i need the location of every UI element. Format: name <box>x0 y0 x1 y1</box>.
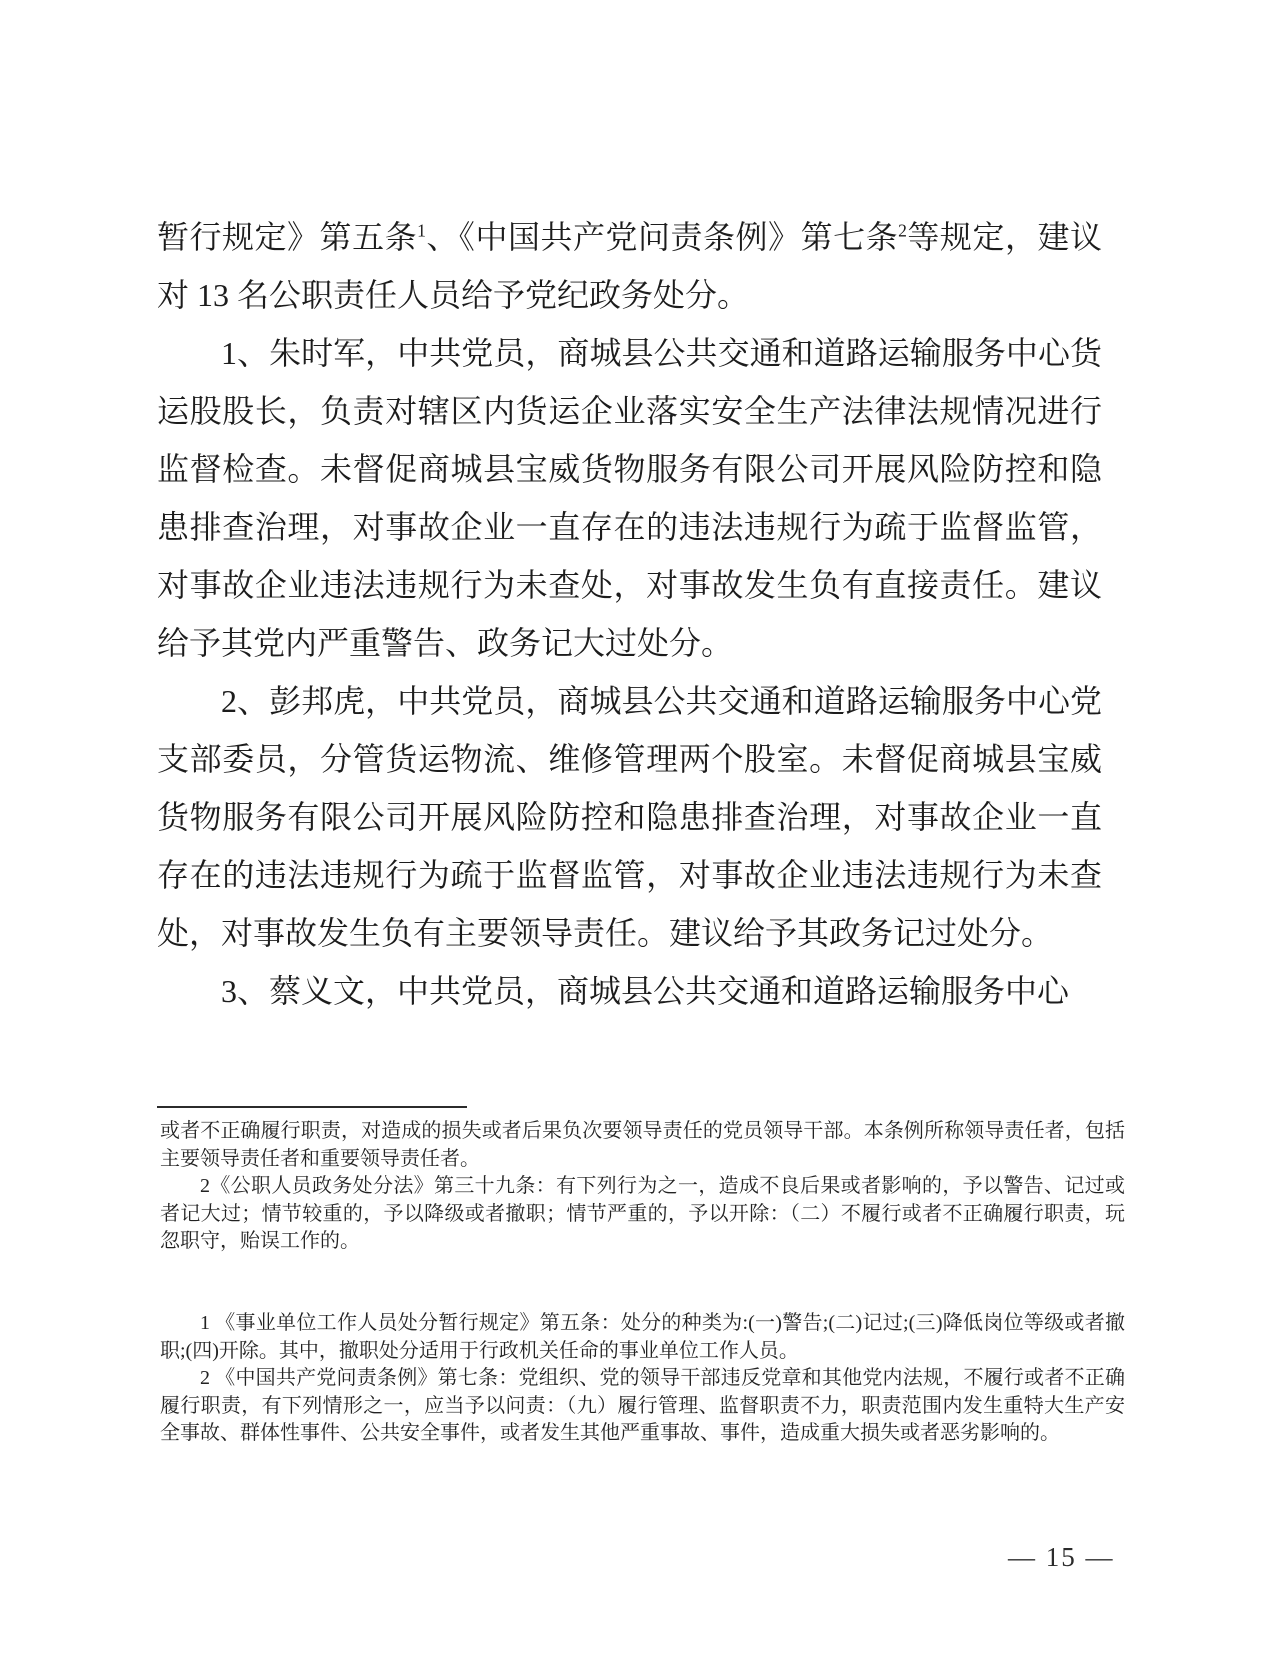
body-text-block <box>157 208 1102 1020</box>
intro-segment-2: 、《中国共产党问责条例》第七条 <box>425 219 899 255</box>
footnote-ref-2: 2 <box>898 220 907 241</box>
intro-segment-1: 暂行规定》第五条 <box>157 219 418 255</box>
footnote-continued-text: 或者不正确履行职责，对造成的损失或者后果负次要领导责任的党员领导干部。本条例所称领导责任者，包括主要领导责任者和重要领导责任者。 <box>160 1120 1125 1170</box>
paragraph-intro <box>157 208 1102 324</box>
page-number: — 15 — <box>1008 1542 1115 1572</box>
paragraph-person-2: 2、彭邦虎，中共党员，商城县公共交通和道路运输服务中心党支部委员，分管货运物流、维修管理两个股室。未督促商城县宝威货物服务有限公司开展风险防控和隐患排查治理，对事故企业一直存在的违法违规行为疏于监督监管，对事故企业违法违规行为未查处，对事故发生负有主要领导责任。建议给予其政务记过处分。 <box>157 683 1102 951</box>
footnotes-continued-block <box>160 1118 1125 1256</box>
paragraph-person-3: 3、蔡义文，中共党员，商城县公共交通和道路运输服务中心 <box>221 973 1070 1009</box>
footnote-current-1: 1 《事业单位工作人员处分暂行规定》第五条：处分的种类为:(一)警告;(二)记过;(三)降低岗位等级或者撤职;(四)开除。其中，撤职处分适用于行政机关任命的事业单位工作人员。 <box>160 1312 1125 1362</box>
footnote-separator-rule <box>157 1106 467 1108</box>
intro-segment-3: 等规定，建议对 13 名公职责任人员给予党纪政务处分。 <box>157 219 1102 313</box>
footnotes-current-block <box>160 1310 1125 1448</box>
footnote-prev-2: 2《公职人员政务处分法》第三十九条：有下列行为之一，造成不良后果或者影响的，予以警告、记过或者记大过；情节较重的，予以降级或者撤职；情节严重的，予以开除：（二）不履行或者不正确履行职责，玩忽职守，贻误工作的。 <box>160 1175 1125 1252</box>
footnote-current-2: 2 《中国共产党问责条例》第七条：党组织、党的领导干部违反党章和其他党内法规，不履行或者不正确履行职责，有下列情形之一，应当予以问责：（九）履行管理、监督职责不力，职责范围内发生重特大生产安全事故、群体性事件、公共安全事件，或者发生其他严重事故、事件，造成重大损失或者恶劣影响的。 <box>160 1367 1125 1444</box>
footnote-ref-1: 1 <box>417 220 426 241</box>
paragraph-person-1: 1、朱时军，中共党员，商城县公共交通和道路运输服务中心货运股股长，负责对辖区内货运企业落实安全生产法律法规情况进行监督检查。未督促商城县宝威货物服务有限公司开展风险防控和隐患排查治理，对事故企业一直存在的违法违规行为疏于监督监管，对事故企业违法违规行为未查处，对事故发生负有直接责任。建议给予其党内严重警告、政务记大过处分。 <box>157 335 1102 661</box>
